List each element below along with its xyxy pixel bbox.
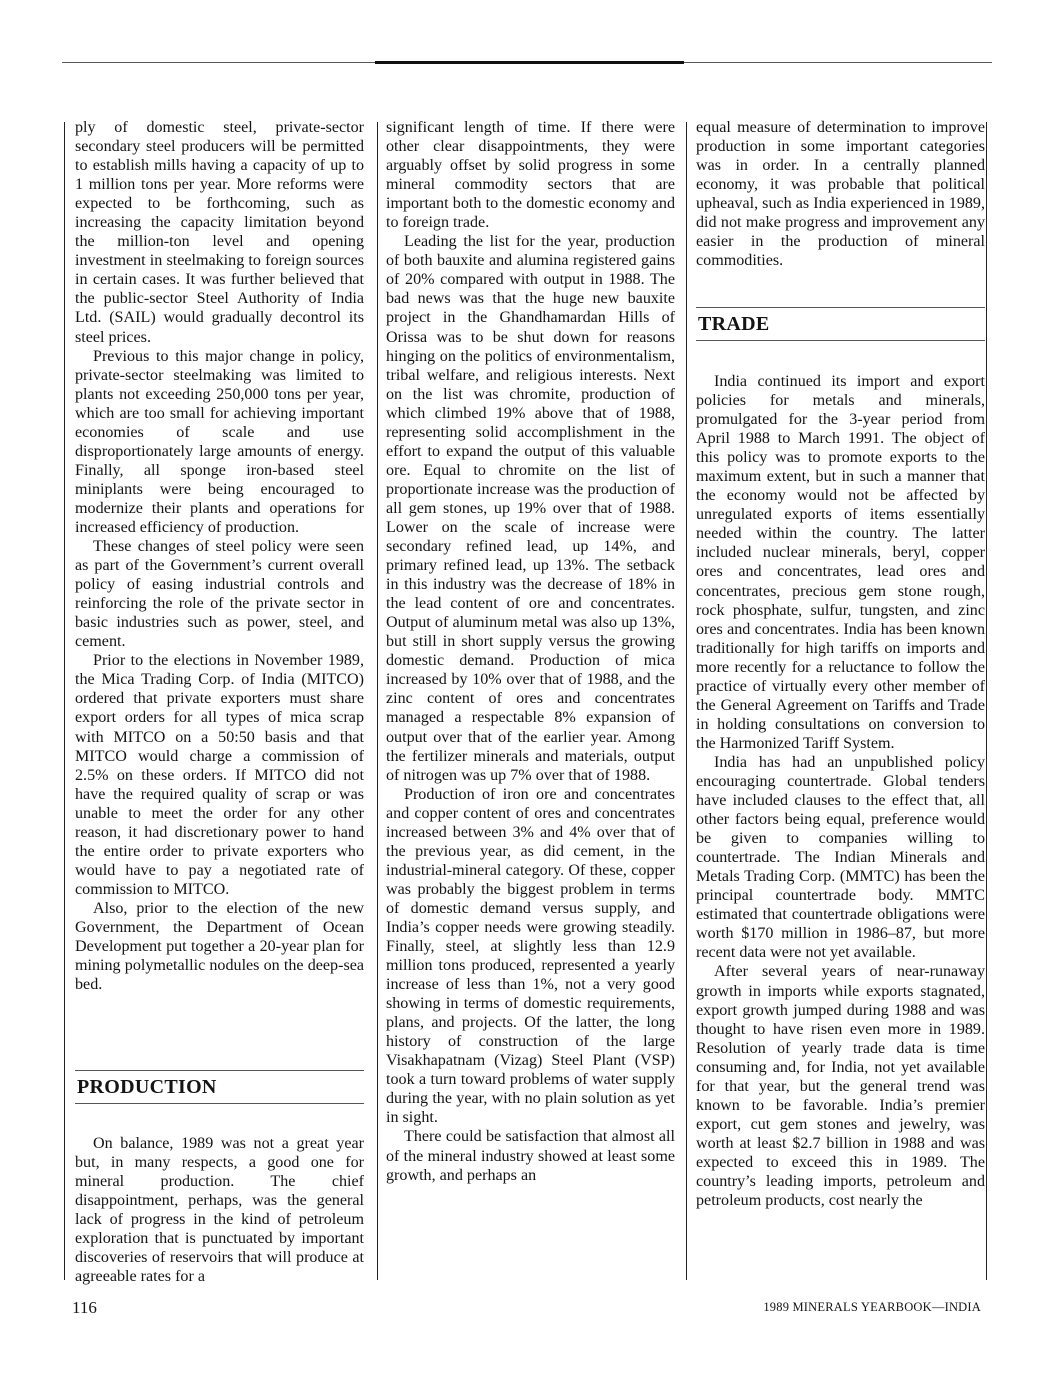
column-1 xyxy=(75,118,364,994)
heading-production: PRODUCTION xyxy=(77,1076,217,1098)
column-3-continued xyxy=(696,372,985,1210)
paragraph: After several years of near-runaway growth in imports while exports stagnated, export growth jumped during 1988 and was thought to have risen even more in 1989. Resolution of yearly trade data is time consuming and, for India, not yet available for that year, but the general trend was known to be favorable. India’s premier export, cut gem stones and jewelry, was worth at least $2.7 billion in 1988 and was expected to exceed this in 1989. The country’s leading imports, petroleum and petroleum products, cost nearly the xyxy=(696,963,985,1210)
section-heading-trade xyxy=(696,307,985,341)
page-number: 116 xyxy=(72,1298,97,1317)
paragraph: Leading the list for the year, production of both bauxite and alumina registered gains of 20% compared with output in 1988. The bad news was that the huge new bauxite project in the Ghandhamardan Hills of Orissa was to be shut down for reasons hinging on the politics of environmentalism, tribal welfare, and religious interests. Next on the list was chromite, production of which climbed 19% above that of 1988, representing solid accomplishment in the effort to expand the output of this valuable ore. Equal to chromite on the list of proportionate increase was the production of all gem stones, up 19% over that of 1988. Lower on the scale of increase were secondary refined lead, up 14%, and primary refined lead, up 13%. The setback in this industry was the decrease of 18% in the lead content of ore and concentrates. Output of aluminum metal was also up 13%, but still in short supply versus the growing domestic demand. Production of mica increased by 10% over that of 1988, and the zinc content of ores and concentrates managed a respectable 8% expansion of output over that of the earlier year. Among the fertilizer minerals and materials, output of nitrogen was up 7% over that of 1988. xyxy=(386,233,675,784)
column-1-continued xyxy=(75,1134,364,1286)
paragraph: There could be satisfaction that almost all of the mineral industry showed at least some growth, and perhaps an xyxy=(386,1128,675,1184)
column-rule-mid-1 xyxy=(377,122,378,1280)
paragraph: These changes of steel policy were seen as part of the Government’s current overall policy of easing industrial controls and reinforcing the role of the private sector in basic industries such as power, steel, and cement. xyxy=(75,538,364,651)
column-rule-left xyxy=(64,122,65,1280)
paragraph: significant length of time. If there were other clear disappointments, they were arguably offset by solid progress in some mineral commodity sectors that are important both to the domestic economy and to foreign trade. xyxy=(386,119,675,232)
paragraph: equal measure of determination to improve production in some important categories was in order. In a centrally planned economy, it was probable that political upheaval, such as India experienced in 1989, did not make progress and improvement any easier in the production of mineral commodities. xyxy=(696,119,985,270)
paragraph: On balance, 1989 was not a great year but, in many respects, a good one for mineral production. The chief disappointment, perhaps, was the general lack of progress in the kind of petroleum exploration that is punctuated by important discoveries of reservoirs that will produce at agreeable rates for a xyxy=(75,1135,364,1286)
paragraph: India continued its import and export policies for metals and minerals, promulgated for the 3-year period from April 1988 to March 1991. The object of this policy was to promote exports to the maximum extent, but in such a manner that the economy would not be affected by unregulated exports of items essentially needed within the country. The latter included nuclear minerals, beryl, copper ores and concentrates, lead ores and concentrates, precious gem stone rough, rock phosphate, sulfur, tungsten, and zinc ores and concentrates. India has been known traditionally for high tariffs on imports and more recently for a reluctance to follow the practice of virtually every other member of the General Agreement on Tariffs and Trade in holding consultations on conversion to the Harmonized Tariff System. xyxy=(696,373,985,752)
column-2 xyxy=(386,118,675,1185)
paragraph: ply of domestic steel, private-sector secondary steel producers will be permitted to establish mills having a capacity of up to 1 million tons per year. More reforms were expected to be forthcoming, such as increasing the capacity limitation beyond the million-ton level and opening investment in steelmaking to foreign sources in certain cases. It was further believed that the public-sector Steel Authority of India Ltd. (SAIL) would gradually decontrol its steel prices. xyxy=(75,119,364,346)
column-3 xyxy=(696,118,985,270)
section-heading-production xyxy=(75,1070,364,1104)
top-rule-accent xyxy=(375,61,684,64)
column-rule-right xyxy=(986,122,987,1280)
paragraph: Production of iron ore and concentrates and copper content of ores and concentrates increased between 3% and 4% over that of the previous year, as did cement, in the industrial-mineral category. Of these, copper was probably the biggest problem in terms of domestic demand versus supply, and India’s copper needs were growing steadily. Finally, steel, at slightly less than 12.9 million tons produced, represented a yearly increase of less than 1%, not a very good showing in terms of domestic requirements, plans, and projects. Of the latter, the long history of construction of the large Visakhapatnam (Vizag) Steel Plant (VSP) took a turn toward problems of water supply during the year, with no plain solution as yet in sight. xyxy=(386,785,675,1127)
heading-trade: TRADE xyxy=(698,313,770,335)
paragraph: Also, prior to the election of the new Government, the Department of Ocean Development put together a 20-year plan for mining polymetallic nodules on the deep-sea bed. xyxy=(75,899,364,994)
paragraph: India has had an unpublished policy encouraging countertrade. Global tenders have included clauses to the effect that, all other factors being equal, preference would be given to companies willing to countertrade. The Indian Minerals and Metals Trading Corp. (MMTC) has been the principal countertrade body. MMTC estimated that countertrade obligations were worth $170 million in 1986–87, but more recent data were not yet available. xyxy=(696,753,985,962)
paragraph: Prior to the elections in November 1989, the Mica Trading Corp. of India (MITCO) ordered that private exporters must share export orders for all types of mica scrap with MITCO on a 50:50 basis and that MITCO would charge a commission of 2.5% on these orders. If MITCO did not have the required quality of scrap or was unable to meet the order for any other reason, it had discretionary power to hand the entire order to private exporters who would have to pay a negotiated rate of commission to MITCO. xyxy=(75,652,364,898)
paragraph: Previous to this major change in policy, private-sector steelmaking was limited to plants not exceeding 250,000 tons per year, which are too small for achieving important economies of scale and use disproportionately large amounts of energy. Finally, all sponge iron-based steel miniplants were being encouraged to modernize their plants and operations for increased efficiency of production. xyxy=(75,347,364,536)
running-head: 1989 MINERALS YEARBOOK—INDIA xyxy=(763,1300,981,1314)
column-rule-mid-2 xyxy=(686,122,687,1280)
